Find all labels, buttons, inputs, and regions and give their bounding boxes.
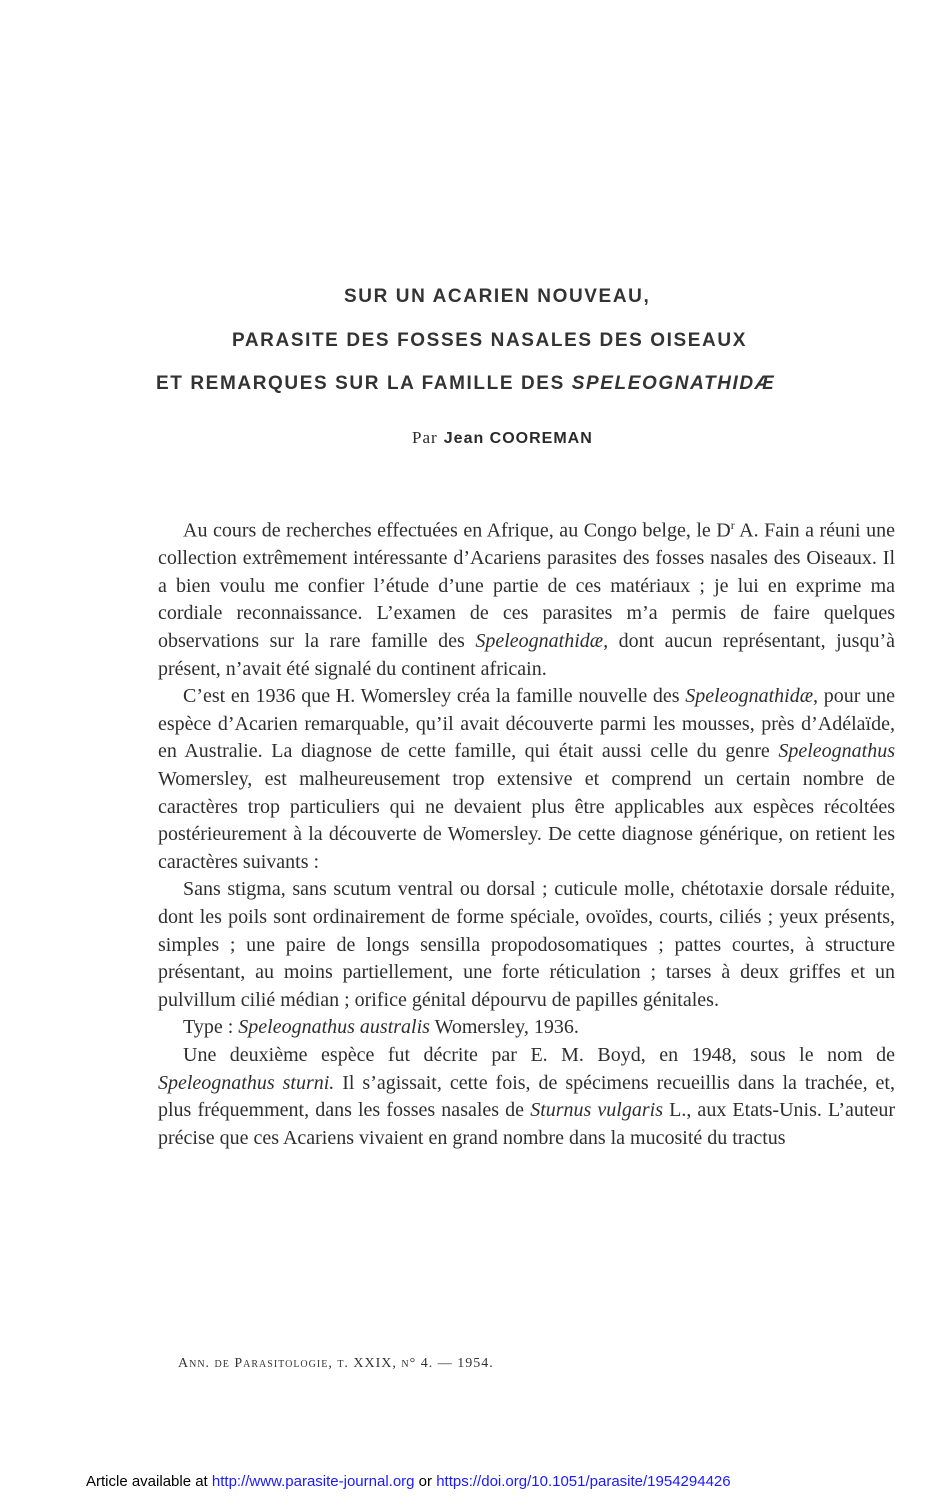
taxon-name: Speleognathus sturni.	[158, 1071, 335, 1094]
title-line-3-prefix: ET REMARQUES SUR LA FAMILLE DES	[156, 373, 572, 394]
title-family-name: SPELEOGNATHIDÆ	[571, 373, 776, 394]
superscript: r	[730, 518, 735, 532]
text-run: A. Fain a réuni une collection extrêmement intéressante d’Acariens parasites des fosses nasales des Oiseaux. Il a bien voulu me confier l’étude d’une partie de ces matériaux ; je lui en exprime ma cordiale reconnaissance. L’examen de ces parasites m’a permis de faire quelques observations sur la rare famille des	[158, 519, 895, 653]
availability-prefix: Article available at	[86, 1473, 212, 1490]
title-line-1: SUR UN ACARIEN NOUVEAU,	[344, 286, 651, 307]
paragraph-1	[158, 512, 895, 683]
paragraph-2	[158, 683, 895, 876]
article-body	[158, 512, 895, 1152]
title-line-2: PARASITE DES FOSSES NASALES DES OISEAUX	[232, 330, 747, 351]
taxon-name: Sturnus vulgaris	[530, 1099, 663, 1122]
availability-line	[86, 1473, 731, 1490]
journal-footer: Ann. de Parasitologie, t. XXIX, n° 4. — 1954.	[178, 1356, 494, 1371]
text-run: Womersley, 1936.	[429, 1016, 579, 1039]
taxon-name: Speleognathus	[778, 740, 895, 763]
text-run: C’est en 1936 que H. Womersley créa la famille nouvelle des	[183, 685, 686, 708]
text-run: L., aux Etats-Unis. L’auteur précise que ces Acariens vivaient en grand nombre dans la mucosité du tractus	[158, 1099, 895, 1149]
taxon-name: Speleognathidæ,	[685, 685, 819, 708]
taxon-name: Speleognathus australis	[238, 1016, 430, 1039]
author-prefix: Par	[412, 428, 438, 447]
text-run: pour une espèce d’Acarien remarquable, qu’il avait découverte parmi les mousses, près d’Adélaïde, en Australie. La diagnose de cette famille, qui était aussi celle du genre	[158, 685, 895, 763]
taxon-name: Speleognathidæ,	[475, 630, 609, 653]
text-run: Au cours de recherches effectuées en Afrique, au Congo belge, le D	[183, 519, 731, 542]
availability-or: or	[414, 1473, 437, 1490]
author-name: Jean COOREMAN	[443, 430, 593, 447]
journal-link[interactable]: http://www.parasite-journal.org	[211, 1473, 415, 1490]
text-run: Une deuxième espèce fut décrite par E. M. Boyd, en 1948, sous le nom de	[183, 1043, 895, 1066]
text-run: Il s’agissait, cette fois, de spécimens recueillis dans la trachée, et, plus fréquemment, dans les fosses nasales de	[158, 1071, 895, 1122]
paragraph-5	[158, 1042, 895, 1152]
text-run: Womersley, est malheureusement trop extensive et comprend un certain nombre de caractères trop particuliers qui ne devaient plus être applicables aux espèces récoltées postérieurement à la découverte de Womersley. De cette diagnose générique, on retient les caractères suivants :	[158, 768, 895, 873]
doi-link[interactable]: https://doi.org/10.1051/parasite/1954294426	[436, 1473, 731, 1490]
paragraph-3: Sans stigma, sans scutum ventral ou dorsal ; cuticule molle, chétotaxie dorsale réduite, dont les poils sont ordinairement de forme spéciale, ovoïdes, courts, ciliés ; yeux présents, simples ; une paire de longs sensilla propodosomatiques ; pattes courtes, à structure présentant, au moins partiellement, une forte réticulation ; tarses à deux griffes et un pulvillum cilié médian ; orifice génital dépourvu de papilles génitales.	[158, 878, 895, 1011]
title-line-3	[156, 373, 775, 395]
text-run: Type :	[183, 1016, 239, 1039]
paragraph-4	[158, 1014, 895, 1042]
author-line	[412, 428, 593, 448]
text-run: dont aucun représentant, jusqu’à présent, n’avait été signalé du continent africain.	[158, 630, 895, 680]
